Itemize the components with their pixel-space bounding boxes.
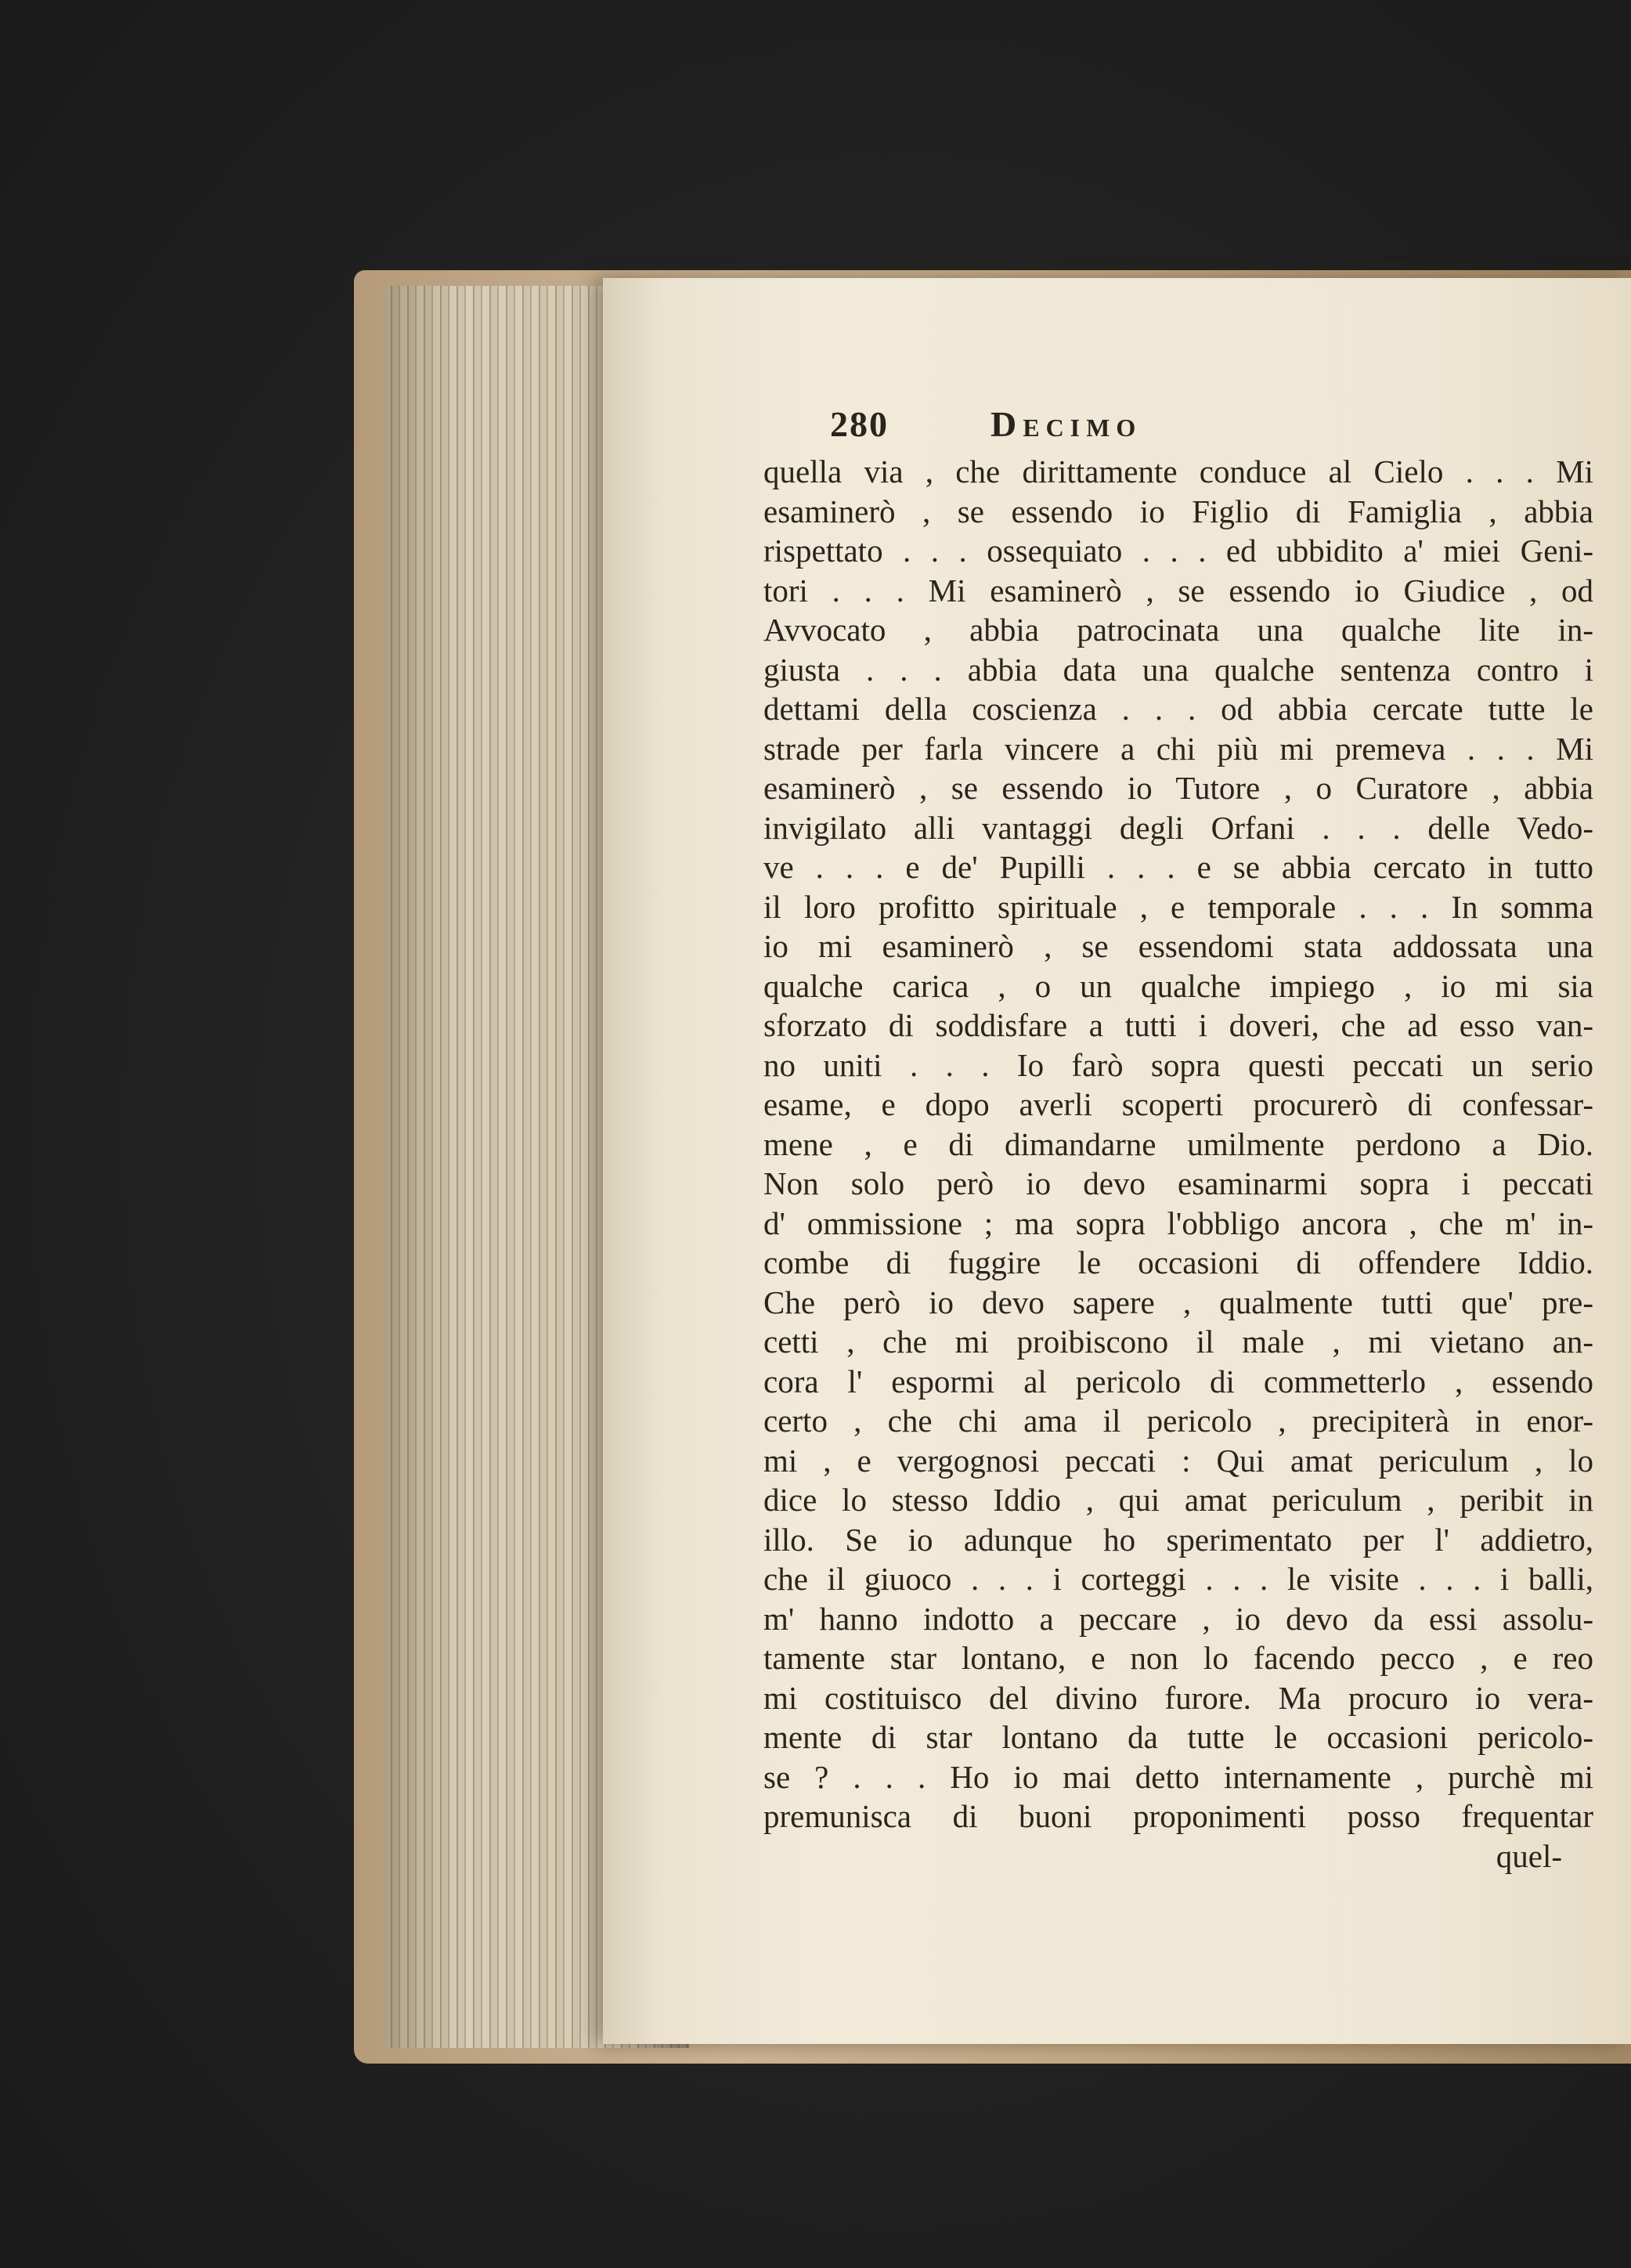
text-line: esaminerò , se essendo io Figlio di Famiglia , abbia — [763, 493, 1593, 529]
text-line: combe di fuggire le occasioni di offendere Iddio. — [763, 1244, 1593, 1280]
page-content — [763, 403, 1593, 1930]
text-line: dice lo stesso Iddio , qui amat periculum , peribit in — [763, 1482, 1593, 1518]
text-line: io mi esaminerò , se essendomi stata addossata una — [763, 928, 1593, 964]
body-text — [763, 452, 1593, 1836]
text-line: mene , e di dimandarne umilmente perdono a Dio. — [763, 1125, 1593, 1162]
text-line: rispettato . . . ossequiato . . . ed ubbidito a' miei Geni- — [763, 533, 1593, 569]
text-line: Che però io devo sapere , qualmente tutti que' pre- — [763, 1284, 1593, 1320]
text-line: strade per farla vincere a chi più mi premeva . . . Mi — [763, 730, 1593, 767]
page-number: 280 — [830, 404, 889, 444]
text-line: invigilato alli vantaggi degli Orfani . . . delle Vedo- — [763, 809, 1593, 846]
text-line: che il giuoco . . . i corteggi . . . le visite . . . i balli, — [763, 1561, 1593, 1597]
text-line: premunisca di buoni proponimenti posso frequentar — [763, 1798, 1593, 1834]
text-line: tori . . . Mi esaminerò , se essendo io Giudice , od — [763, 572, 1593, 609]
text-line: se ? . . . Ho io mai detto internamente , purchè mi — [763, 1758, 1593, 1795]
text-line: mi costituisco del divino furore. Ma procuro io vera- — [763, 1679, 1593, 1716]
open-book — [354, 270, 1631, 2064]
text-line: tamente star lontano, e non lo facendo pecco , e reo — [763, 1640, 1593, 1676]
text-line: cora l' espormi al pericolo di commetterlo , essendo — [763, 1363, 1593, 1399]
text-line: cetti , che mi proibiscono il male , mi vietano an- — [763, 1324, 1593, 1360]
text-line: d' ommissione ; ma sopra l'obbligo ancora , che m' in- — [763, 1204, 1593, 1241]
running-head: Decimo — [991, 404, 1142, 444]
text-line: giusta . . . abbia data una qualche sentenza contro i — [763, 651, 1593, 688]
text-line: m' hanno indotto a peccare , io devo da essi assolu- — [763, 1600, 1593, 1637]
text-line: Avvocato , abbia patrocinata una qualche lite in- — [763, 612, 1593, 648]
text-line: ve . . . e de' Pupilli . . . e se abbia cercato in tutto — [763, 849, 1593, 885]
text-line: il loro profitto spirituale , e temporale . . . In somma — [763, 888, 1593, 925]
text-line: no uniti . . . Io farò sopra questi peccati un serio — [763, 1046, 1593, 1083]
text-line: mi , e vergognosi peccati : Qui amat periculum , lo — [763, 1442, 1593, 1479]
book-page — [603, 278, 1631, 2044]
text-line: certo , che chi ama il pericolo , precipiterà in enor- — [763, 1403, 1593, 1439]
catchword: quel- — [1496, 1837, 1562, 1874]
text-line: esaminerò , se essendo io Tutore , o Curatore , abbia — [763, 770, 1593, 806]
text-line: esame, e dopo averli scoperti procurerò di confessar- — [763, 1086, 1593, 1122]
text-line: mente di star lontano da tutte le occasioni pericolo- — [763, 1719, 1593, 1755]
text-line: Non solo però io devo esaminarmi sopra i peccati — [763, 1165, 1593, 1201]
text-line: sforzato di soddisfare a tutti i doveri, che ad esso van- — [763, 1007, 1593, 1043]
page-header — [763, 403, 1593, 452]
text-line: qualche carica , o un qualche impiego , io mi sia — [763, 967, 1593, 1004]
text-line: dettami della coscienza . . . od abbia cercate tutte le — [763, 691, 1593, 727]
text-line: illo. Se io adunque ho sperimentato per l' addietro, — [763, 1521, 1593, 1558]
text-line: quella via , che dirittamente conduce al Cielo . . . Mi — [763, 453, 1593, 489]
